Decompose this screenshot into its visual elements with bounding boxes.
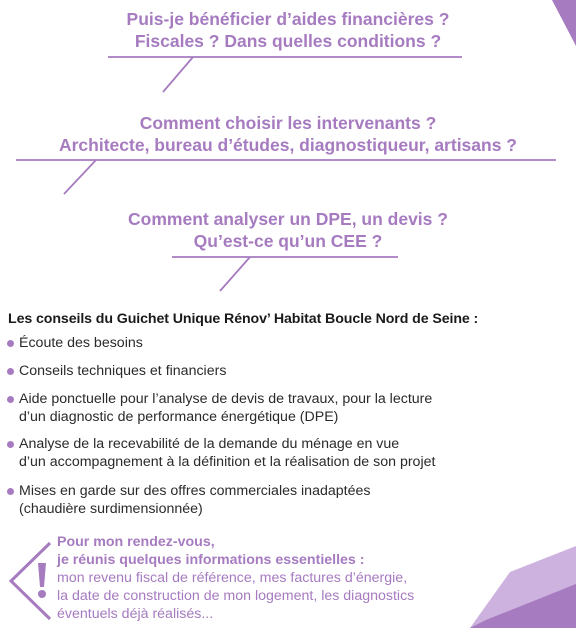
note-title-line2: je réunis quelques informations essentielles : [57,552,365,568]
bullet-icon [7,488,14,495]
bullet-icon [7,441,14,448]
question-1-line1: Puis-je bénéficier d’aides financières ? [126,9,450,29]
question-2 [0,112,576,156]
note-title-line1: Pour mon rendez-vous, [57,534,215,550]
list-item-text: Analyse de la recevabilité de la demande du ménage en vue [19,436,400,452]
advice-list [7,334,567,518]
bullet-icon [7,368,14,375]
list-item-text-continued: d’un diagnostic de performance énergétique (DPE) [19,409,339,425]
exclamation-icon [38,563,46,598]
appointment-note [57,533,497,623]
list-item [7,334,567,352]
note-body-line3: éventuels déjà réalisés... [57,606,214,622]
question-1 [0,8,576,52]
question-1-line2: Fiscales ? Dans quelles conditions ? [134,31,442,51]
question-3 [0,208,576,252]
bubble-3-tail [172,257,398,291]
bubble-1-tail [108,57,462,92]
list-item [7,390,567,426]
question-3-line1: Comment analyser un DPE, un devis ? [128,209,448,229]
question-2-line2: Architecte, bureau d’études, diagnostiqueur, artisans ? [58,135,518,155]
note-body-line1: mon revenu fiscal de référence, mes factures d’énergie, [57,570,408,586]
bullet-icon [7,340,14,347]
advice-heading: Les conseils du Guichet Unique Rénov’ Habitat Boucle Nord de Seine : [8,311,479,327]
list-item-text-continued: (chaudière surdimensionnée) [19,501,203,517]
question-2-line1: Comment choisir les intervenants ? [139,113,437,133]
note-body-line2: la date de construction de mon logement, les diagnostics [57,588,415,604]
list-item-text: Écoute des besoins [19,335,143,351]
list-item-text: Conseils techniques et financiers [19,363,227,379]
bubble-2-tail [16,160,556,194]
list-item [7,435,567,471]
list-item-text: Aide ponctuelle pour l’analyse de devis de travaux, pour la lecture [19,391,433,407]
question-3-line2: Qu’est-ce qu’un CEE ? [193,231,383,251]
list-item [7,482,567,518]
bullet-icon [7,396,14,403]
list-item [7,362,567,380]
list-item-text: Mises en garde sur des offres commerciales inadaptées [19,483,371,499]
list-item-text-continued: d’un accompagnement à la définition et la réalisation de son projet [19,454,436,470]
